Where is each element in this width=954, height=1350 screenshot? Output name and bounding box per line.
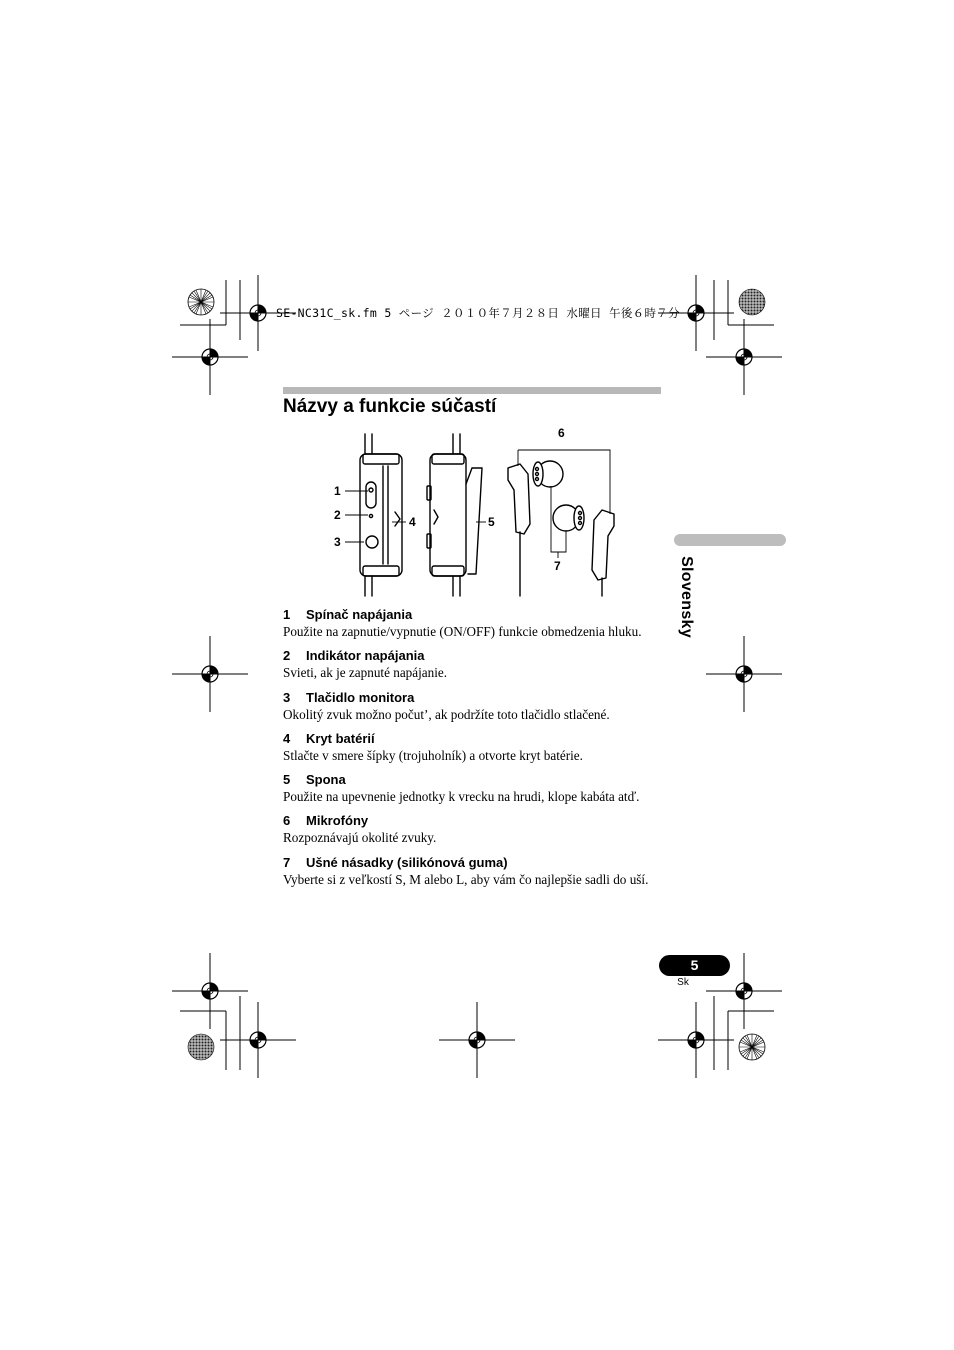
item-description: Vyberte si z veľkostí S, M alebo L, aby vám čo najlepšie sadli do uší. — [283, 871, 649, 887]
callout-7: 7 — [554, 559, 561, 573]
control-unit-side — [427, 434, 482, 596]
earphone-left — [508, 461, 563, 596]
item-description: Rozpoznávajú okolité zvuky. — [283, 830, 437, 846]
item-heading: 3 Tlačidlo monitora — [283, 689, 415, 705]
callout-4: 4 — [409, 515, 416, 529]
item-heading: 1 Spínač napájania — [283, 607, 413, 622]
earphone-right — [553, 505, 614, 596]
language-tab-label: Slovensky — [678, 556, 695, 638]
callout-5: 5 — [488, 515, 495, 529]
item-description: Použite na zapnutie/vypnutie (ON/OFF) funkcie obmedzenia hluku. — [283, 624, 642, 639]
page-language-code: Sk — [677, 977, 689, 988]
callout-1: 1 — [334, 484, 341, 498]
list-item — [283, 690, 683, 731]
list-item — [283, 813, 683, 854]
list-item — [283, 731, 683, 772]
item-description: Svieti, ak je zapnuté napájanie. — [283, 665, 448, 681]
item-heading: 2 Indikátor napájania — [283, 648, 425, 664]
list-item — [283, 772, 683, 813]
section-bar — [283, 387, 661, 394]
item-description: Použite na upevnenie jednotky k vrecku na hrudi, klope kabáta atď. — [283, 789, 640, 805]
callout-3: 3 — [334, 535, 341, 549]
list-item — [283, 648, 683, 689]
item-heading: 5 Spona — [283, 772, 346, 788]
parts-list — [283, 607, 683, 896]
item-description: Stlačte v smere šípky (trojuholník) a otvorte kryt batérie. — [283, 747, 583, 763]
list-item — [283, 607, 683, 648]
language-tab-bar — [674, 534, 786, 546]
product-illustration — [300, 424, 630, 602]
item-heading: 4 Kryt batérií — [283, 730, 375, 746]
page-number-badge: 5 — [659, 955, 730, 976]
callout-2: 2 — [334, 508, 341, 522]
callout-6: 6 — [558, 426, 565, 440]
list-item — [283, 855, 683, 896]
item-description: Okolitý zvuk možno počut’, ak podržíte toto tlačidlo stlačené. — [283, 706, 610, 722]
section-title: Názvy a funkcie súčastí — [283, 396, 497, 417]
item-heading: 7 Ušné násadky (silikónová guma) — [283, 854, 508, 870]
file-info-header: SE-NC31C_sk.fm 5 ページ ２０１０年７月２８日 水曜日 午後６時７分 — [276, 306, 680, 320]
item-heading: 6 Mikrofóny — [283, 813, 369, 829]
